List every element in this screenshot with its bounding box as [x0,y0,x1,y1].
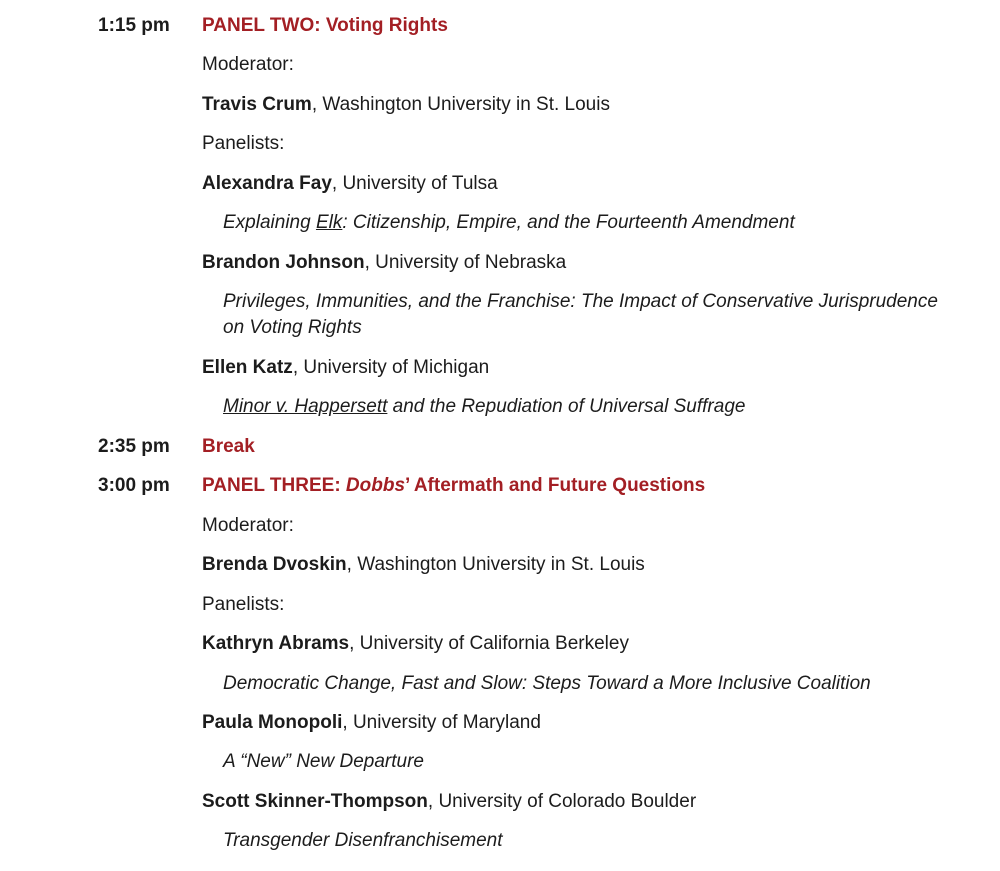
case-name: Elk [315,212,343,233]
break-label: Break [202,436,255,457]
talk-title [223,394,913,420]
affiliation: , University of Colorado Boulder [427,791,697,812]
panel-title-text: PANEL THREE: [202,475,346,496]
affiliation: , University of Maryland [342,712,541,733]
affiliation: , University of Tulsa [331,173,498,194]
talk-title-line-1: Privileges, Immunities, and the Franchise: The Impact of Conservative Jurisprudence [223,291,938,312]
talk-title [223,210,913,236]
moderator-entry [202,552,645,578]
person-name: Scott Skinner-Thompson [202,791,428,812]
person-name: Brandon Johnson [202,252,365,273]
panelist-entry [202,710,541,736]
case-name: Dobbs [345,475,406,496]
person-name: Travis Crum [202,94,312,115]
panel-title: PANEL TWO: Voting Rights [202,15,448,36]
case-name: Minor v. Happersett [223,396,388,417]
panelists-label: Panelists: [202,133,285,154]
talk-title-text: and the Repudiation of Universal Suffrage [387,396,746,417]
time-label: 3:00 pm [98,475,170,496]
panelist-entry [202,171,498,197]
person-name: Paula Monopoli [202,712,343,733]
panelist-entry [202,355,489,381]
panelist-entry [202,631,629,657]
affiliation: , Washington University in St. Louis [346,554,645,575]
affiliation: , University of Nebraska [364,252,567,273]
talk-title-text: : Citizenship, Empire, and the Fourteenth Amendment [342,212,795,233]
person-name: Kathryn Abrams [202,633,350,654]
panelist-entry [202,250,566,276]
affiliation: , Washington University in St. Louis [311,94,610,115]
panelist-entry [202,789,696,815]
talk-title-text: Explaining [223,212,316,233]
panel-title-text: ’ Aftermath and Future Questions [405,475,706,496]
person-name: Brenda Dvoskin [202,554,347,575]
moderator-entry [202,92,610,118]
person-name: Ellen Katz [202,357,293,378]
person-name: Alexandra Fay [202,173,332,194]
talk-title: A “New” New Departure [223,751,424,772]
affiliation: , University of California Berkeley [349,633,629,654]
moderator-label: Moderator: [202,515,294,536]
talk-title: Transgender Disenfranchisement [223,830,503,851]
talk-title-line-2: on Voting Rights [223,317,362,338]
time-label: 2:35 pm [98,436,170,457]
panel-title [202,473,705,499]
panelists-label: Panelists: [202,594,285,615]
talk-title: Democratic Change, Fast and Slow: Steps Toward a More Inclusive Coalition [223,673,871,694]
affiliation: , University of Michigan [292,357,490,378]
time-label: 1:15 pm [98,15,170,36]
moderator-label: Moderator: [202,54,294,75]
